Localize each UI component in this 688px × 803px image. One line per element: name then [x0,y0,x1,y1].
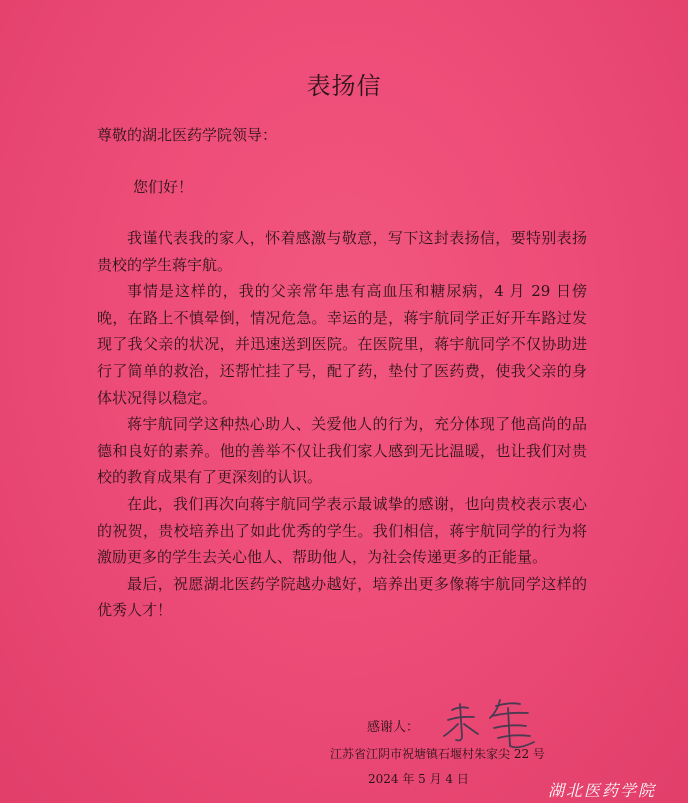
sender-address: 江苏省江阴市祝塘镇石堰村朱家尖 22 号 [330,747,545,761]
salutation: 尊敬的湖北医药学院领导： [97,126,278,144]
paragraph: 我谨代表我的家人，怀着感激与敬意，写下这封表扬信，要特别表扬贵校的学生蒋宇航。 [97,229,587,274]
paragraph: 事情是这样的，我的父亲常年患有高血压和糖尿病，4 月 29 日傍晚，在路上不慎晕倒，情况危急。幸运的是，蒋宇航同学正好开车路过发现了我父亲的状况，并迅速送到医院。在医院里，蒋宇航同学不仅协助进行了简单的救治，还帮忙挂了号，配了药，垫付了医药费，使我父亲的身体状况得以稳定。 [97,282,587,407]
letter-body [97,225,587,624]
watermark: 湖北医药学院 [548,781,657,800]
paragraph: 最后，祝愿湖北医药学院越办越好，培养出更多像蒋宇航同学这样的优秀人才！ [97,574,587,620]
paragraph: 在此，我们再次向蒋宇航同学表示最诚挚的感谢，也向贵校表示衷心的祝贺，贵校培养出了如此优秀的学生。我们相信，蒋宇航同学的行为将激励更多的学生去关心他人、帮助他人，为社会传递更多的正能量。 [97,494,587,567]
paragraph: 蒋宇航同学这种热心助人、关爱他人的行为，充分体现了他高尚的品德和良好的素养。他的善举不仅让我们家人感到无比温暖，也让我们对贵校的教育成果有了更深刻的认识。 [97,415,587,487]
greeting: 您们好！ [133,178,194,196]
letter-date: 2024 年 5 月 4 日 [368,772,469,786]
thanks-label: 感谢人： [367,720,420,735]
letter-title: 表扬信 [306,72,382,100]
